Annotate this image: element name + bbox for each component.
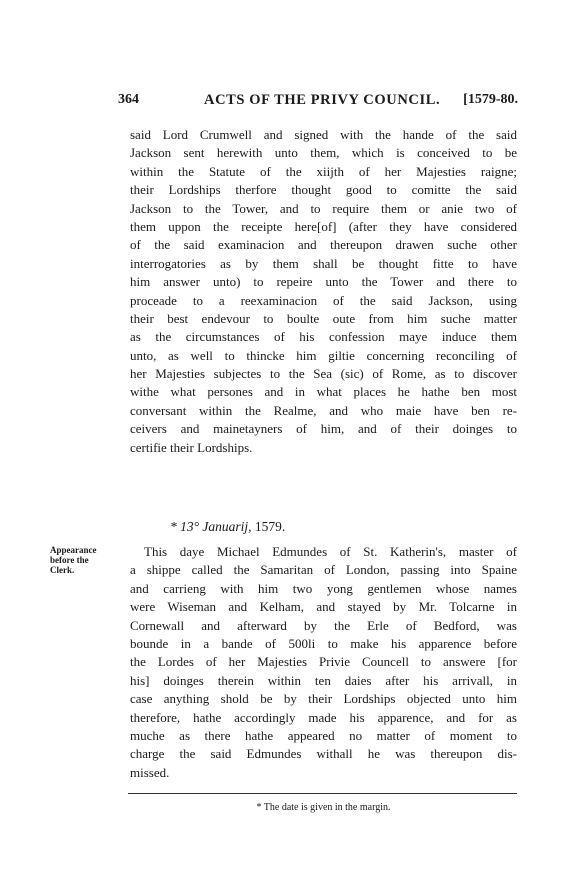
footnote [0, 802, 567, 813]
text-line: within the Statute of the xiijth of her Majesties raigne; [130, 163, 517, 179]
entry-year: 1579. [254, 519, 286, 534]
text-line: of the said examinacion and thereupon drawen suche other [130, 237, 517, 253]
text-line: This daye Michael Edmundes of St. Katherin's, master of [144, 544, 517, 559]
footnote-marker: * [170, 519, 177, 534]
text-line: muche as there hathe appeared no matter of moment to [130, 727, 517, 743]
text-line: their Lordships therfore thought good to comitte the said [130, 182, 517, 198]
text-line: the Lordes of her Majesties Privie Councell to answere [for [130, 654, 517, 670]
running-title: ACTS OF THE PRIVY COUNCIL. [204, 92, 441, 108]
text-line: Jackson sent herewith unto them, which is conceived to be [130, 145, 517, 161]
text-line: ceivers and mainetayners of him, and of their doinges to [130, 421, 517, 437]
text-line: her Majesties subjectes to the Sea (sic) of Rome, as to discover [130, 366, 517, 382]
margin-note-line: before the [50, 555, 89, 565]
paragraph-council-letter [130, 126, 517, 457]
text-line: therefore, hathe accordingly made his apparence, and for as [130, 709, 517, 725]
footnote-divider [128, 793, 517, 794]
text-line: and carrieng with him two yong gentlemen whose names [130, 580, 517, 596]
page-number: 364 [118, 92, 139, 107]
text-line: case anything shold be by their Lordships objected unto him [130, 691, 517, 707]
text-line: certifie their Lordships. [130, 439, 253, 455]
text-line: them uppon the receipte here[of] (after they have considered [130, 218, 517, 234]
text-line: their best endevour to boulte oute from him suche matter [130, 310, 517, 326]
margin-note-line: Appearance [50, 545, 97, 555]
text-line: conversant within the Realme, and who maie have ben re- [130, 402, 517, 418]
text-line: bounde in a bande of 500li to make his apparence before [130, 635, 517, 651]
footnote-text: * The date is given in the margin. [256, 802, 391, 813]
entry-day: 13° Januarij, [180, 519, 252, 534]
text-line: interrogatories as by them shall be thought fitte to have [130, 255, 517, 271]
text-line: him answer unto) to repeire unto the Tower and there to [130, 274, 517, 290]
text-line: Cornewall and afterward by the Erle of Bedford, was [130, 617, 517, 633]
text-line: his] doinges therein within ten daies after his arrivall, in [130, 672, 517, 688]
paragraph-edmundes-appearance [130, 543, 517, 782]
text-line: said Lord Crumwell and signed with the hande of the said [130, 127, 517, 142]
running-header [118, 92, 518, 114]
margin-note [50, 545, 120, 575]
text-line: Jackson to the Tower, and to require them or anie two of [130, 200, 517, 216]
text-line: as the circumstances of his confession maye induce them [130, 329, 517, 345]
text-line: missed. [130, 764, 170, 780]
text-line: were Wiseman and Kelham, and stayed by Mr. Tolcarne in [130, 599, 517, 615]
date-range: [1579-80. [463, 92, 518, 107]
text-line: proceade to a reexaminacion of the said Jackson, using [130, 292, 517, 308]
text-line: a shippe called the Samaritan of London, passing into Spaine [130, 562, 517, 578]
text-line: withe what persones and in what places he hathe ben most [130, 384, 517, 400]
entry-date-heading [170, 519, 285, 535]
text-line: unto, as well to thincke him giltie concerning reconciling of [130, 347, 517, 363]
text-line: charge the said Edmundes withall he was thereupon dis- [130, 746, 517, 762]
margin-note-line: Clerk. [50, 565, 75, 575]
